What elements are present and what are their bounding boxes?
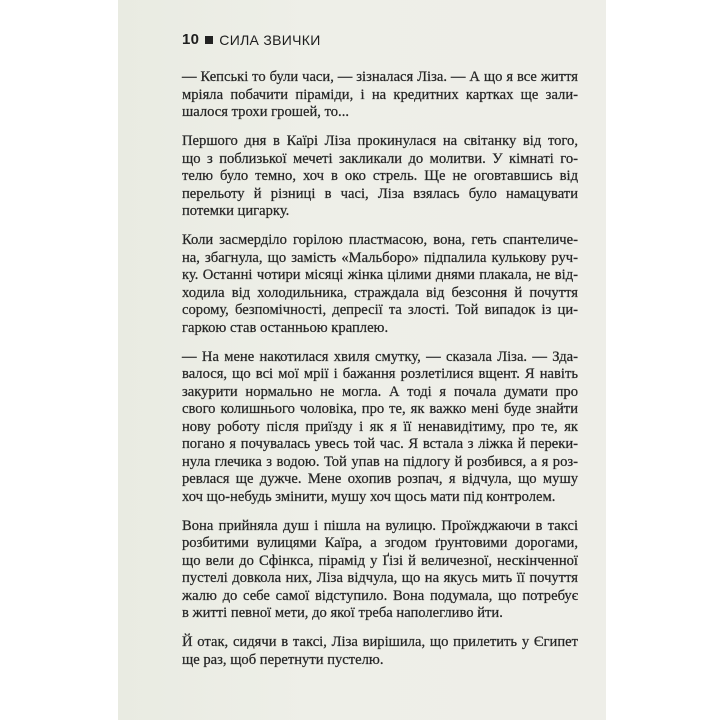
page-number: 10: [182, 31, 200, 48]
text-line: хоч що-небудь змінити, мушу хоч щось мати під контролем.: [182, 488, 556, 505]
book-title: СИЛА ЗВИЧКИ: [219, 31, 321, 48]
paragraph: [182, 518, 578, 623]
text-line: — Кепські то були часи, — зізналася Ліза. — А що я все життя: [182, 69, 578, 85]
text-line: пустелі довкола них, Ліза відчула, що на якусь мить її почуття: [182, 570, 578, 587]
text-line: Коли засмерділо горілою пластмасою, вона, геть спантеличе-: [182, 232, 578, 249]
text-line: перельоту й різниці в часі, Ліза взялась було намацувати: [182, 185, 578, 202]
text-line: валося, що всі мої мрії і бажання розлетілися вщент. Я навіть: [182, 366, 578, 383]
text-line: що вели до Сфінкса, пірамід у Ґізі й величезної, нескінченної: [182, 552, 578, 569]
text-line: мріяла побачити піраміди, і на кредитних картках ще зали-: [182, 86, 578, 103]
text-line: нову роботу після приїзду і як я її ненавидітиму, про те, як: [182, 418, 578, 435]
text-line: що з поблизької мечеті закликали до молитви. У кімнаті го-: [182, 150, 578, 167]
text-line: ку. Останні чотири місяці жінка цілими днями плакала, не від-: [182, 267, 578, 284]
text-line: сорому, безпомічності, депресії та злості. Той випадок із ци-: [182, 302, 578, 319]
paragraph: [182, 634, 578, 669]
body-text: [182, 69, 578, 681]
text-line: жалю до себе самої відступило. Вона подумала, що потребує: [182, 587, 578, 604]
text-line: ходила від холодильника, страждала від безсоння й почуття: [182, 284, 578, 301]
text-line: шалося трохи грошей, то...: [182, 104, 349, 120]
square-bullet-icon: [205, 36, 213, 44]
paragraph: [182, 133, 578, 221]
text-line: гаркою став останньою краплею.: [182, 319, 389, 336]
text-line: в житті певної мети, до якої треба наполегливо йти.: [182, 605, 503, 622]
text-line: Вона прийняла душ і пішла на вулицю. Проїжджаючи в таксі: [182, 517, 578, 534]
paragraph: [182, 69, 578, 122]
text-line: телю було темно, хоч в око стрель. Ще не оговтавшись від: [182, 168, 578, 185]
text-line: ревлася ще дужче. Мене охопив розпач, я відчула, що мушу: [182, 471, 578, 488]
text-line: Першого дня в Каїрі Ліза прокинулася на світанку від того,: [182, 133, 578, 150]
text-line: нула глечика з водою. Той упав на підлогу й розбився, а я роз-: [182, 453, 578, 470]
paragraph: [182, 232, 578, 337]
text-line: Й отак, сидячи в таксі, Ліза вирішила, що прилетить у Єгипет: [182, 634, 578, 651]
text-line: закурити нормально не могла. А тоді я почала думати про: [182, 383, 578, 400]
text-line: на, збагнула, що замість «Мальборо» підпалила кулькову руч-: [182, 249, 578, 266]
text-line: погано я почувалась увесь той час. Я встала з ліжка й переки-: [182, 436, 578, 453]
text-line: — На мене накотилася хвиля смутку, — сказала Ліза. — Зда-: [182, 348, 578, 365]
running-header: [182, 31, 321, 48]
text-line: потемки цигарку.: [182, 203, 290, 220]
paragraph: [182, 349, 578, 507]
text-line: ще раз, щоб перетнути пустелю.: [182, 651, 384, 668]
text-line: свого колишнього чоловіка, про те, як важко мені буде знайти: [182, 401, 578, 418]
text-line: розбитими вулицями Каїра, а згодом ґрунтовими дорогами,: [182, 535, 578, 552]
